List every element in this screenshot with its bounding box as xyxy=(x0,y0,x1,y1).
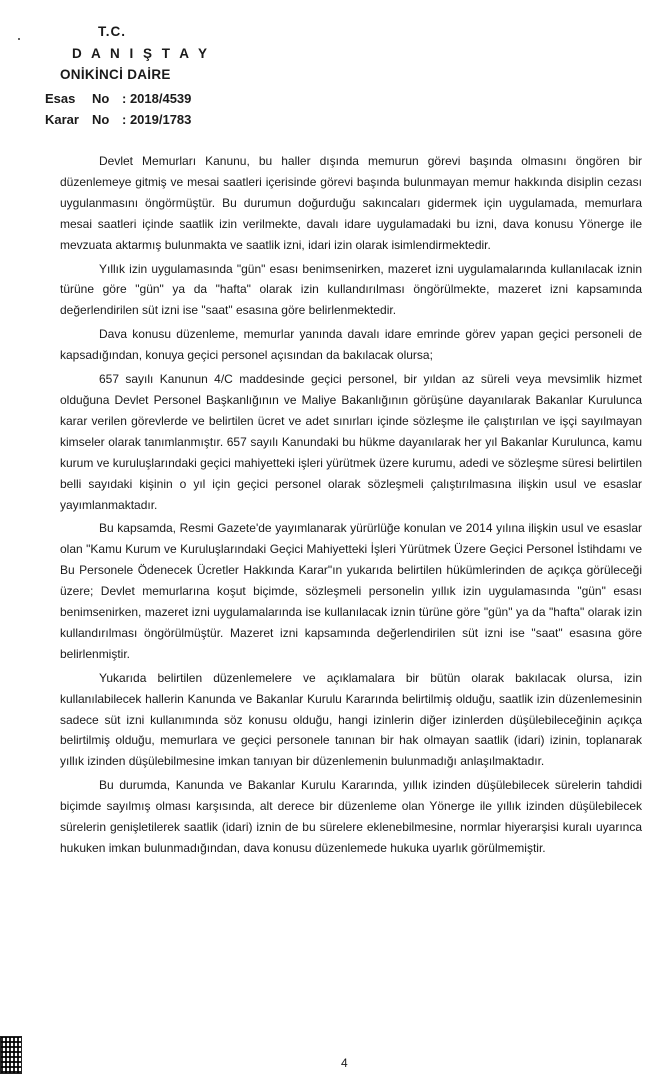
qr-code-icon xyxy=(0,1036,22,1074)
karar-label: Karar xyxy=(45,112,79,127)
esas-label: Esas xyxy=(45,91,76,106)
decision-body xyxy=(60,151,642,862)
header-court-name: D A N I Ş T A Y xyxy=(72,46,211,61)
header-chamber: ONİKİNCİ DAİRE xyxy=(60,67,171,82)
karar-no-label: No xyxy=(92,112,110,127)
header-tc: T.C. xyxy=(98,24,127,39)
paragraph: Dava konusu düzenleme, memurlar yanında davalı idare emrinde görev yapan geçici personeli de kapsadığından, konuya geçici personel açısından da bakılacak olursa; xyxy=(60,327,642,363)
paragraph: Devlet Memurları Kanunu, bu haller dışında memurun görevi başında olmasını öngören bir düzenlemeye gitmiş ve mesai saatleri içerisinde görevi başında bulunmayan memur hakkında disiplin cezası uygulanmasını öngörmüştür. Bu durumun doğurduğu sakıncaları gidermek için uygulamada, memurlara mesai saatleri içinde saatlik izin verilmekte, davalı idare uygulamadaki bu izni, dava konusu Yönerge ile mevzuata aktarmış bulunmakta ve saatlik izni, idari izin olarak isimlendirmektedir. xyxy=(60,154,642,252)
paragraph: Bu kapsamda, Resmi Gazete'de yayımlanarak yürürlüğe konulan ve 2014 yılına ilişkin usul ve esaslar olan "Kamu Kurum ve Kuruluşlarındaki Geçici Mahiyetteki İşleri Yürütmek Üzere Geçici Personel İstihdamı ve Bu Personele Ödenecek Ücretler Hakkında Karar"ın yukarıda belirtilen hükümlerinden de açıkça görüleceği üzere; Devlet memurlarına koşut biçimde, sözleşmeli personelin yıllık izin uygulamasında "gün" esası benimsenirken, mazeret izni uygulamalarında ise kullanılacak iznin türüne göre "gün" ya da "hafta" olarak izin kullandırılması öngörülmüştür. Mazeret izni kapsamında değerlendirilen süt izni ise "saat" esasına göre belirlenmiştir. xyxy=(60,521,642,661)
esas-value: : 2018/4539 xyxy=(122,91,192,106)
esas-no-label: No xyxy=(92,91,110,106)
paragraph: 657 sayılı Kanunun 4/C maddesinde geçici personel, bir yıldan az süreli veya mevsimlik hizmet olduğuna Devlet Personel Başkanlığının ve Maliye Bakanlığının görüşüne dayanılarak Bakanlar Kurulunca karar verilen görevlerde ve belirtilen ücret ve adet sınırları içinde sözleşme ile çalıştırılan ve işçi sayılmayan kimseler olarak tanımlanmıştır. 657 sayılı Kanundaki bu hükme dayanılarak her yıl Bakanlar Kurulunca, kamu kurum ve kuruluşlarındaki geçici mahiyetteki işleri yürütmek üzere kurumu, adedi ve sözleşme süresi belirtilen belli sayıdaki kişinin o yıl için geçici personel olarak sözleşmeli çalıştırılmasına ilişkin usul ve esaslar yayımlanmaktadır. xyxy=(60,372,642,512)
scan-speck xyxy=(18,38,20,40)
case-karar-line xyxy=(45,111,191,128)
page-number: 4 xyxy=(341,1056,348,1070)
paragraph: Bu durumda, Kanunda ve Bakanlar Kurulu Kararında, yıllık izinden düşülebilecek sürelerin tahdidi biçimde sayılmış olması karşısında, alt derece bir düzenleme olan Yönerge ile yıllık izinden düşülebilecek sürelerin genişletilerek saatlik (idari) iznin de bu sürelere eklenebilmesine, normlar hiyerarşisi kuralı uyarınca hukuken imkan bulunmadığından, dava konusu düzenlemede hukuka uyarlık görülmemiştir. xyxy=(60,778,642,855)
paragraph: Yıllık izin uygulamasında "gün" esası benimsenirken, mazeret izni uygulamalarında kullanılacak iznin türüne göre "gün" ya da "hafta" olarak izin kullandırılması öngörülmekte, mazeret izni kapsamında değerlendirilen süt izni ise "saat" esasına göre belirlenmektedir. xyxy=(60,261,642,318)
case-esas-line xyxy=(45,90,191,107)
karar-value: : 2019/1783 xyxy=(122,112,192,127)
paragraph: Yukarıda belirtilen düzenlemelere ve açıklamalara bir bütün olarak bakılacak olursa, izin kullanılabilecek hallerin Kanunda ve Bakanlar Kurulu Kararında belirtilmiş olduğu, saatlik izin düzenlemesinin sadece süt izni kullanımında söz konusu olduğu, hangi izinlerin diğer izinlerden düşülebileceğinin açıkça belirtilmiş olduğu, memurlara ve geçici personele tanınan bir hak olmayan saatlik (idari) izinin, toplanarak yıllık izinden düşülebilmesine imkan tanıyan bir düzenlemenin bulunmadığı anlaşılmaktadır. xyxy=(60,670,642,769)
